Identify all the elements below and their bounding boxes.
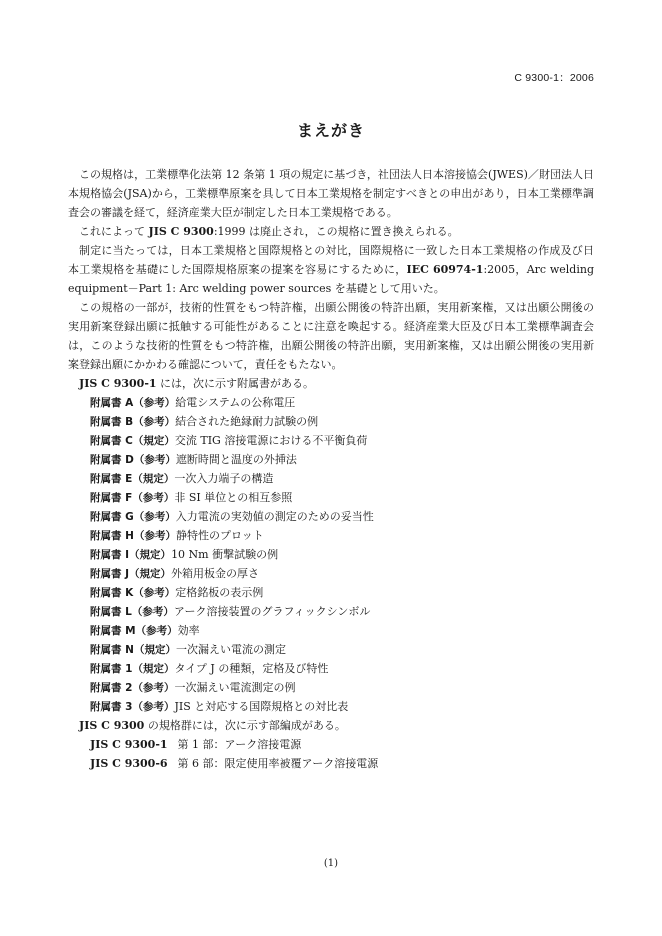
annex-text: 遮断時間と温度の外挿法: [175, 453, 297, 466]
annex-label: 附属書 D（参考）: [90, 454, 176, 466]
iec-code: IEC 60974-1: [406, 263, 484, 276]
annex-text: タイプ J の種類，定格及び特性: [174, 662, 329, 675]
page-title: まえがき: [296, 121, 365, 140]
annex-list: [68, 393, 594, 716]
paragraph-annex-intro: [68, 374, 594, 393]
annex-label: 附属書 H（参考）: [90, 530, 176, 542]
part-code: JIS C 9300-6: [90, 757, 168, 770]
list-item: [68, 431, 594, 450]
paragraph-text: 制定に当たっては，日本工業規格と国際規格との対比，国際規格に一致した日本工業規格の作成及び日本工業規格を基礎にした国際規格原案の提案を容易にするために，: [68, 244, 594, 276]
list-item: [68, 450, 594, 469]
list-item: [68, 735, 594, 754]
annex-label: 附属書 A（参考）: [90, 397, 176, 409]
annex-label: 附属書 F（参考）: [90, 492, 175, 504]
part-text: 第 6 部：限定使用率被覆アーク溶接電源: [177, 757, 379, 770]
annex-label: 附属書 I（規定）: [90, 549, 172, 561]
paragraph-enactment: この規格は，工業標準化法第 12 条第 1 項の規定に基づき，社団法人日本溶接協会(JWES)／財団法人日本規格協会(JSA)から，工業標準原案を具して日本工業規格を制定すべきとの申出があり，日本工業標準調査会の審議を経て，経済産業大臣が制定した日本工業規格である。: [68, 168, 594, 219]
page-number: (1): [323, 858, 339, 869]
paragraph-replacement: [68, 222, 594, 241]
annex-text: 効率: [177, 624, 200, 637]
list-item: [68, 602, 594, 621]
annex-text: 入力電流の実効値の測定のための妥当性: [175, 510, 374, 523]
parts-list: [68, 735, 594, 773]
standard-code: JIS C 9300: [148, 225, 214, 238]
standard-code: JIS C 9300-1: [79, 377, 157, 390]
annex-label: 附属書 2（参考）: [90, 682, 175, 694]
list-item: [68, 469, 594, 488]
annex-text: 交流 TIG 溶接電源における不平衡負荷: [174, 434, 368, 447]
list-item: [68, 678, 594, 697]
paragraph-text: の規格群には，次に示す部編成がある。: [144, 719, 346, 732]
annex-text: JIS と対応する国際規格との対比表: [174, 700, 349, 713]
annex-label: 附属書 1（規定）: [90, 663, 175, 675]
annex-text: 非 SI 単位との相互参照: [174, 491, 293, 504]
list-item: [68, 583, 594, 602]
annex-label: 附属書 3（参考）: [90, 701, 175, 713]
list-item: [68, 488, 594, 507]
annex-label: 附属書 J（規定）: [90, 568, 172, 580]
annex-text: 外箱用板金の厚さ: [171, 567, 260, 580]
annex-label: 附属書 L（参考）: [90, 606, 174, 618]
annex-text: 結合された絶縁耐力試験の例: [175, 415, 319, 428]
annex-label: 附属書 G（参考）: [90, 511, 176, 523]
annex-label: 附属書 E（規定）: [90, 473, 175, 485]
annex-text: 給電システムの公称電圧: [175, 396, 296, 409]
annex-text: 10 Nm 衝撃試験の例: [171, 548, 279, 561]
list-item: [68, 526, 594, 545]
annex-label: 附属書 B（参考）: [90, 416, 176, 428]
annex-label: 附属書 M（参考）: [90, 625, 178, 637]
list-item: [68, 564, 594, 583]
annex-text: 静特性のプロット: [175, 529, 264, 542]
document-body: [68, 165, 594, 773]
paragraph-basis: [68, 241, 594, 298]
annex-text: アーク溶接装置のグラフィックシンボル: [173, 605, 371, 618]
paragraph-text: :1999 は廃止され，この規格に置き換えられる。: [213, 225, 459, 238]
document-code: C 9300-1：2006: [514, 72, 594, 84]
list-item: [68, 697, 594, 716]
part-code: JIS C 9300-1: [90, 738, 168, 751]
annex-text: 一次入力端子の構造: [174, 472, 274, 485]
list-item: [68, 393, 594, 412]
annex-label: 附属書 C（規定）: [90, 435, 175, 447]
list-item: [68, 640, 594, 659]
paragraph-text: これによって: [79, 225, 149, 238]
annex-text: 一次漏えい電流測定の例: [174, 681, 296, 694]
list-item: [68, 412, 594, 431]
standard-code: JIS C 9300: [79, 719, 145, 732]
paragraph-patent-notice: この規格の一部が，技術的性質をもつ特許権，出願公開後の特許出願，実用新案権，又は出願公開後の実用新案登録出願に抵触する可能性があることに注意を喚起する。経済産業大臣及び日本工業標準調査会は，このような技術的性質をもつ特許権，出願公開後の特許出願，実用新案権，又は出願公開後の実用新案登録出願にかかわる確認について，責任をもたない。: [68, 301, 594, 371]
list-item: [68, 659, 594, 678]
annex-label: 附属書 N（規定）: [90, 644, 176, 656]
annex-text: 一次漏えい電流の測定: [175, 643, 286, 656]
series-intro: [68, 716, 594, 735]
paragraph-text: には，次に示す附属書がある。: [156, 377, 315, 390]
annex-label: 附属書 K（参考）: [90, 587, 176, 599]
list-item: [68, 754, 594, 773]
list-item: [68, 621, 594, 640]
annex-text: 定格銘板の表示例: [175, 586, 264, 599]
paragraph-text: :2005，Arc welding equipment－Part 1: Arc welding power sources を基礎として用いた。: [68, 263, 594, 295]
part-text: 第 1 部：アーク溶接電源: [177, 738, 302, 751]
list-item: [68, 507, 594, 526]
list-item: [68, 545, 594, 564]
